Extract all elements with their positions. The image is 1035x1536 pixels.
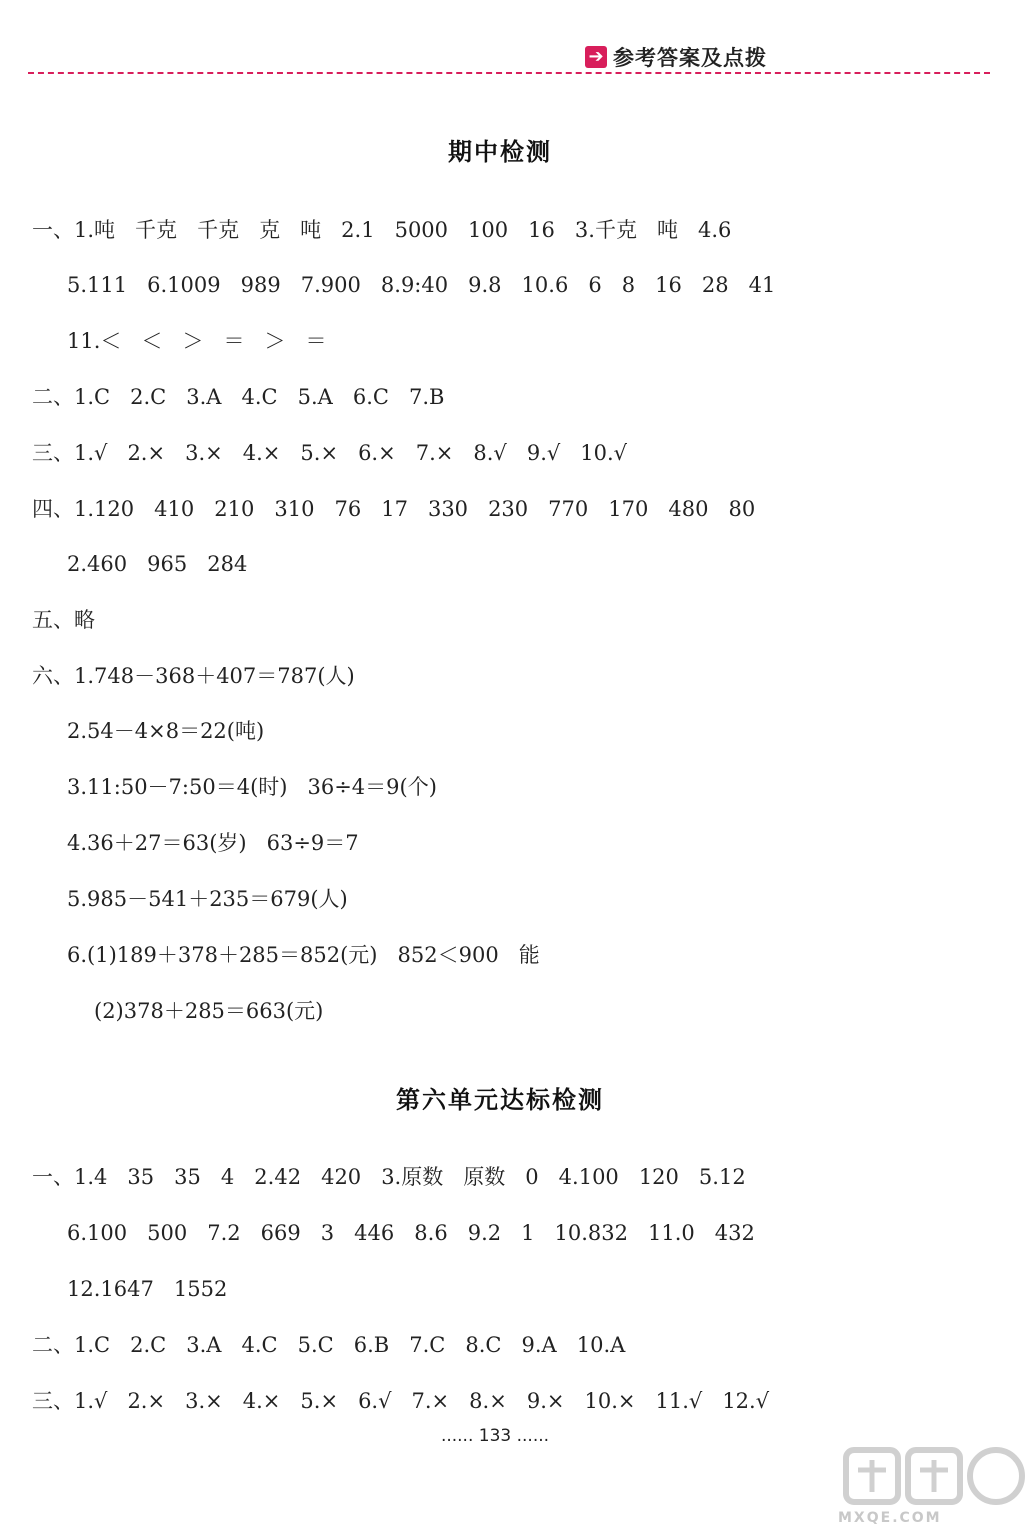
answer-line: 6.100 500 7.2 669 3 446 8.6 9.2 1 10.832 11.0 432 — [67, 1221, 755, 1245]
answer-line: 四、1.120 410 210 310 76 17 330 230 770 170 480 80 — [32, 497, 756, 521]
answer-line: 11.＜ ＜ ＞ ＝ ＞ ＝ — [67, 329, 327, 353]
answer-line: (2)378＋285＝663(元) — [94, 999, 324, 1023]
answer-line: 二、1.C 2.C 3.A 4.C 5.C 6.B 7.C 8.C 9.A 10.A — [32, 1333, 626, 1357]
header-title: 参考答案及点拨 — [613, 46, 767, 70]
answer-logo-icon — [838, 1440, 1028, 1510]
watermark — [838, 1440, 1028, 1530]
answer-line: 3.11:50－7:50＝4(时) 36÷4＝9(个) — [67, 775, 437, 799]
page-number: ...... 133 ...... — [440, 1426, 550, 1446]
section-title-midterm: 期中检测 — [448, 138, 552, 166]
answer-line: 三、1.√ 2.× 3.× 4.× 5.× 6.× 7.× 8.√ 9.√ 10.√ — [32, 441, 628, 465]
answer-line: 12.1647 1552 — [67, 1277, 228, 1301]
answer-line: 一、1.4 35 35 4 2.42 420 3.原数 原数 0 4.100 120 5.12 — [32, 1165, 746, 1189]
arrow-right-icon: ➔ — [585, 46, 607, 68]
answer-line: 2.54－4×8＝22(吨) — [67, 719, 265, 743]
section-title-unit6: 第六单元达标检测 — [396, 1086, 604, 1114]
answer-line: 六、1.748－368＋407＝787(人) — [32, 664, 355, 688]
answer-line: 6.(1)189＋378＋285＝852(元) 852＜900 能 — [67, 943, 540, 967]
watermark-text: MXQE.COM — [838, 1510, 942, 1526]
answer-line: 一、1.吨 千克 千克 克 吨 2.1 5000 100 16 3.千克 吨 4.6 — [32, 218, 732, 242]
answer-line: 三、1.√ 2.× 3.× 4.× 5.× 6.√ 7.× 8.× 9.× 10.× 11.√ 12.√ — [32, 1389, 770, 1413]
answer-line: 五、略 — [32, 608, 95, 632]
answer-line: 二、1.C 2.C 3.A 4.C 5.A 6.C 7.B — [32, 385, 445, 409]
answer-line: 5.985－541＋235＝679(人) — [67, 887, 348, 911]
header-divider — [28, 72, 990, 74]
answer-line: 2.460 965 284 — [67, 552, 248, 576]
answer-line: 5.111 6.1009 989 7.900 8.9:40 9.8 10.6 6 8 16 28 41 — [67, 273, 776, 297]
answer-line: 4.36＋27＝63(岁) 63÷9＝7 — [67, 831, 359, 855]
header-tag — [585, 44, 767, 70]
